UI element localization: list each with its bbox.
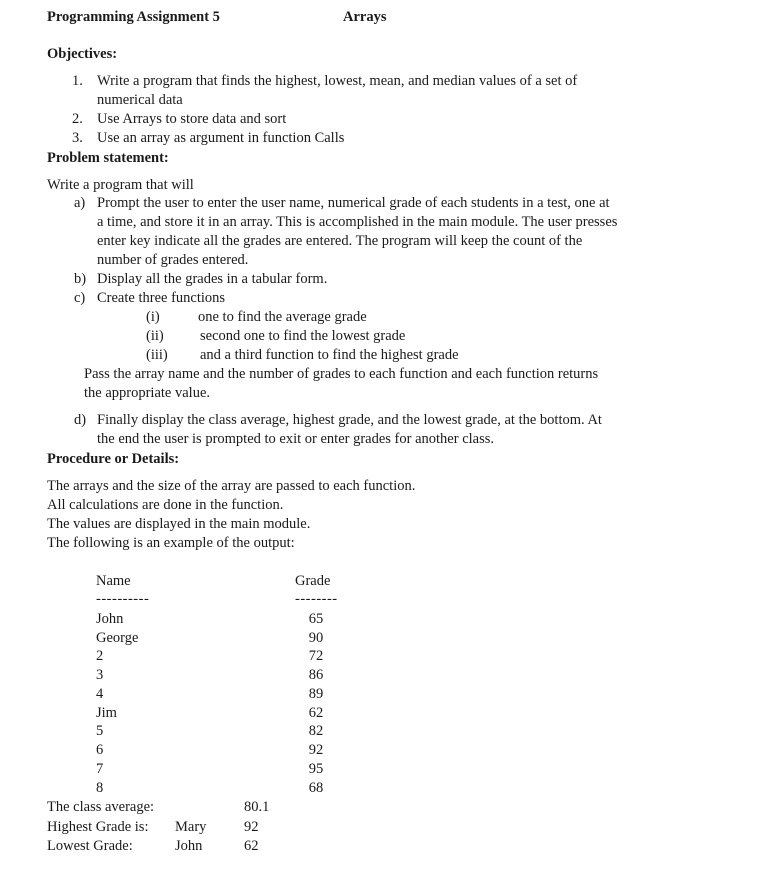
table-row-grade: 72 <box>308 648 324 664</box>
procedure-heading: Procedure or Details: <box>47 451 180 467</box>
objective-marker: 3. <box>72 130 83 146</box>
subitem-text: and a third function to find the highest grade <box>200 347 459 363</box>
objective-text-cont: numerical data <box>97 92 183 108</box>
average-label: The class average: <box>47 799 155 815</box>
table-row-name: 3 <box>96 667 104 683</box>
objective-text: Use Arrays to store data and sort <box>97 111 287 127</box>
item-c-text: Create three functions <box>97 290 226 306</box>
lowest-name: John <box>175 838 203 854</box>
grade-divider: -------- <box>295 591 338 607</box>
procedure-line: The arrays and the size of the array are passed to each function. <box>47 478 416 494</box>
item-a-line: Prompt the user to enter the user name, numerical grade of each students in a test, one at <box>97 195 610 211</box>
objective-text: Use an array as argument in function Calls <box>97 130 345 146</box>
subitem-text: one to find the average grade <box>198 309 367 325</box>
table-row-name: 4 <box>96 686 104 702</box>
item-d-text-cont: the end the user is prompted to exit or enter grades for another class. <box>97 431 495 447</box>
highest-name: Mary <box>175 819 207 835</box>
table-row-grade: 68 <box>308 780 324 796</box>
table-row-grade: 65 <box>308 611 324 627</box>
table-row-grade: 95 <box>308 761 324 777</box>
table-row-name: 6 <box>96 742 104 758</box>
table-row-name: 8 <box>96 780 104 796</box>
item-a-line: a time, and store it in an array. This is accomplished in the main module. The user presses <box>97 214 618 230</box>
procedure-line: The values are displayed in the main module. <box>47 516 311 532</box>
table-row-grade: 89 <box>308 686 324 702</box>
name-divider: ---------- <box>96 591 150 607</box>
table-row-grade: 86 <box>308 667 324 683</box>
objective-marker: 1. <box>72 73 83 89</box>
assignment-title: Programming Assignment 5 <box>47 9 220 25</box>
item-a-marker: a) <box>74 195 86 211</box>
table-row-grade: 62 <box>308 705 324 721</box>
table-row-name: George <box>96 630 139 646</box>
highest-value: 92 <box>244 819 259 835</box>
table-row-grade: 92 <box>308 742 324 758</box>
table-row-name: Jim <box>96 705 117 721</box>
table-row-grade: 90 <box>308 630 324 646</box>
lowest-value: 62 <box>244 838 259 854</box>
subitem-text: second one to find the lowest grade <box>200 328 406 344</box>
pass-instruction: Pass the array name and the number of grades to each function and each function returns <box>84 366 599 382</box>
subitem-marker: (ii) <box>146 328 164 344</box>
lowest-label: Lowest Grade: <box>47 838 133 854</box>
table-header-grade: Grade <box>295 573 331 589</box>
table-header-name: Name <box>96 573 131 589</box>
item-c-marker: c) <box>74 290 86 306</box>
highest-label: Highest Grade is: <box>47 819 149 835</box>
item-b-marker: b) <box>74 271 87 287</box>
item-a-line: enter key indicate all the grades are entered. The program will keep the count of the <box>97 233 583 249</box>
pass-instruction-cont: the appropriate value. <box>84 385 211 401</box>
item-d-marker: d) <box>74 412 87 428</box>
objective-marker: 2. <box>72 111 83 127</box>
subitem-marker: (i) <box>146 309 160 325</box>
table-row-name: 7 <box>96 761 104 777</box>
assignment-topic: Arrays <box>343 9 387 25</box>
average-value: 80.1 <box>244 799 270 815</box>
procedure-line: The following is an example of the output: <box>47 535 295 551</box>
objective-text: Write a program that finds the highest, lowest, mean, and median values of a set of <box>97 73 578 89</box>
table-row-name: 5 <box>96 723 104 739</box>
item-b-text: Display all the grades in a tabular form. <box>97 271 328 287</box>
item-a-line: number of grades entered. <box>97 252 249 268</box>
procedure-line: All calculations are done in the function. <box>47 497 284 513</box>
table-row-grade: 82 <box>308 723 324 739</box>
table-row-name: 2 <box>96 648 104 664</box>
table-row-name: John <box>96 611 124 627</box>
item-d-text: Finally display the class average, highest grade, and the lowest grade, at the bottom. At <box>97 412 602 428</box>
objectives-heading: Objectives: <box>47 46 118 62</box>
subitem-marker: (iii) <box>146 347 168 363</box>
problem-intro: Write a program that will <box>47 177 194 193</box>
problem-heading: Problem statement: <box>47 150 169 166</box>
